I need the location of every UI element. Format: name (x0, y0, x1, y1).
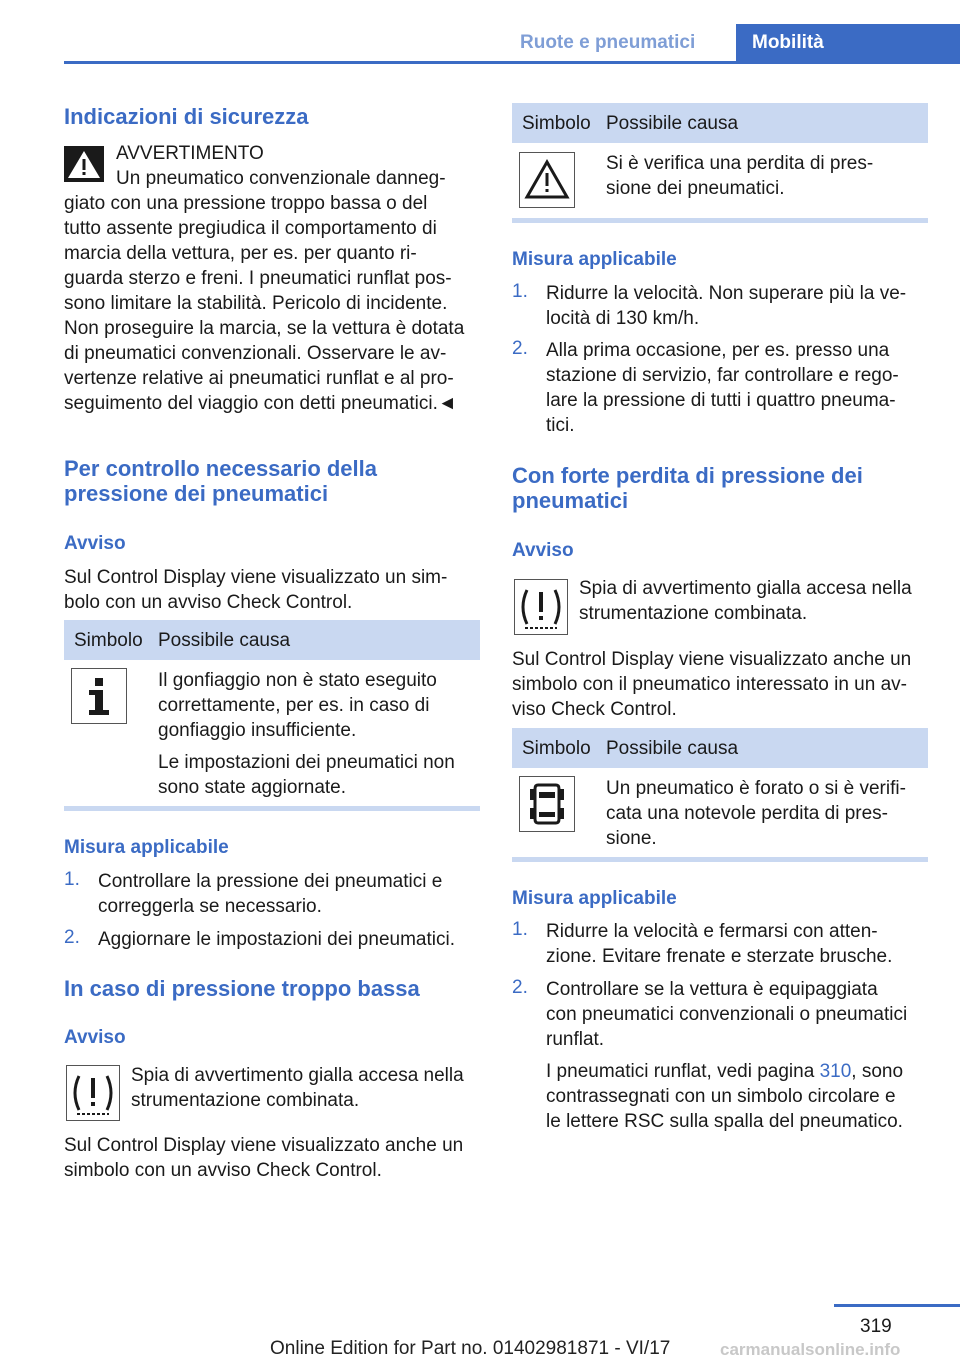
col-cause: Possibile causa (606, 738, 739, 759)
list-line: Controllare se la vettura è equipaggiata (546, 979, 878, 1000)
runflat-pre: I pneumatici runflat, vedi pagina (546, 1061, 820, 1082)
col-symbol: Simbolo (522, 738, 591, 759)
warning-line: marcia della vettura, per es. per quanto ri- (64, 243, 417, 264)
check-title-line2: pressione dei pneumatici (64, 481, 329, 506)
table-rule (512, 857, 928, 862)
warning-line: Non proseguire la marcia, se la vettura è dotata (64, 318, 465, 339)
page-link[interactable]: 310 (819, 1061, 852, 1082)
list-line: correggerla se necessario. (98, 896, 322, 917)
cause-line: Il gonfiaggio non è stato eseguito (158, 670, 437, 691)
display-line: simbolo con il pneumatico interessato in un av- (512, 674, 907, 695)
check-title-line1: Per controllo necessario della (64, 456, 378, 481)
cause-line: cata una notevole perdita di pres- (606, 803, 889, 824)
list-line: locità di 130 km/h. (546, 308, 700, 329)
list-number: 1. (512, 281, 528, 302)
runflat-post: , sono (851, 1061, 904, 1082)
lamp-text-line1: Spia di avvertimento gialla accesa nella (131, 1065, 464, 1086)
display-line: viso Check Control. (512, 699, 677, 720)
list-line: zione. Evitare frenate e sterzate brusche. (546, 946, 893, 967)
list-line: tici. (546, 415, 575, 436)
list-line: Aggiornare le impostazioni dei pneumatici. (98, 929, 455, 950)
list-item (546, 977, 907, 1052)
runflat-line: contrassegnati con un simbolo circolare e (546, 1086, 896, 1107)
col-cause: Possibile causa (606, 113, 739, 134)
cause-line: Un pneumatico è forato o si è verifi- (606, 778, 906, 799)
edition-text: Online Edition for Part no. 01402981871 - VI/17 (270, 1338, 671, 1359)
page-number: 319 (860, 1316, 892, 1337)
avviso-heading: Avviso (64, 1027, 126, 1048)
cause-line: Le impostazioni dei pneumatici non (158, 752, 455, 773)
lamp-text-line2: strumentazione combinata. (131, 1090, 360, 1111)
tire-pressure-warning-icon (66, 1065, 120, 1121)
warning-line: vertenze relative ai pneumatici runflat e al pro- (64, 368, 454, 389)
display-text (512, 647, 932, 722)
car-flat-tire-icon (519, 776, 575, 832)
list-line: Controllare la pressione dei pneumatici e (98, 871, 443, 892)
measure-title: Misura applicabile (512, 249, 677, 270)
lamp-text-line2: strumentazione combinata. (579, 603, 808, 624)
list-number: 2. (64, 927, 80, 948)
table-cause-text-2 (158, 750, 455, 800)
list-number: 1. (512, 919, 528, 940)
list-line: lare la pressione di tutti i quattro pneuma- (546, 390, 896, 411)
display-line: Sul Control Display viene visualizzato anche un (512, 649, 912, 670)
measure-title: Misura applicabile (64, 837, 229, 858)
warning-label: AVVERTIMENTO (116, 143, 264, 164)
header-section: Ruote e pneumatici (520, 32, 696, 53)
list-line: runflat. (546, 1029, 605, 1050)
warning-line: tutto assente pregiudica il comportamento di (64, 218, 437, 239)
list-line: Ridurre la velocità e fermarsi con atten- (546, 921, 878, 942)
header-chapter: Mobilità (736, 24, 960, 62)
list-line: con pneumatici convenzionali o pneumatici (546, 1004, 908, 1025)
display-text-line1: Sul Control Display viene visualizzato anche un (64, 1135, 464, 1156)
cause-line: correttamente, per es. in caso di (158, 695, 430, 716)
runflat-line: le lettere RSC sulla spalla del pneumatico. (546, 1111, 903, 1132)
list-item (546, 281, 906, 331)
warning-text-first: Un pneumatico convenzionale danneg- (116, 168, 446, 189)
warning-triangle-icon (64, 146, 104, 182)
list-line: Alla prima occasione, per es. presso una (546, 340, 890, 361)
lamp-text-line1: Spia di avvertimento gialla accesa nella (579, 578, 912, 599)
avviso-heading: Avviso (64, 533, 126, 554)
list-line: stazione di servizio, far controllare e rego- (546, 365, 899, 386)
table-header (64, 620, 480, 660)
warning-line: di pneumatici convenzionali. Osservare le av- (64, 343, 447, 364)
list-item (546, 338, 899, 438)
table-header (512, 103, 928, 143)
list-item (546, 919, 892, 969)
cause-line: sono state aggiornate. (158, 777, 347, 798)
cause-line: Si è verifica una perdita di pres- (606, 153, 874, 174)
warning-text (64, 191, 484, 416)
col-symbol: Simbolo (74, 630, 143, 651)
table-cause-text (158, 668, 437, 743)
table-cause-text (606, 776, 906, 851)
list-number: 1. (64, 869, 80, 890)
list-item (98, 869, 442, 919)
tire-pressure-warning-icon (514, 579, 568, 635)
list-item (98, 927, 455, 952)
low-pressure-title: In caso di pressione troppo bassa (64, 976, 420, 1001)
warning-triangle-icon (519, 152, 575, 208)
warning-line: guarda sterzo e freni. I pneumatici runflat pos- (64, 268, 452, 289)
list-number: 2. (512, 338, 528, 359)
table-cause-text (606, 151, 873, 201)
col-cause: Possibile causa (158, 630, 291, 651)
warning-line: sono limitare la stabilità. Pericolo di incidente. (64, 293, 448, 314)
list-line: Ridurre la velocità. Non superare più la ve- (546, 283, 907, 304)
footer-rule (834, 1304, 960, 1307)
watermark: carmanualsonline.info (720, 1340, 901, 1359)
display-text-line2: simbolo con un avviso Check Control. (64, 1160, 382, 1181)
avviso-text-line1: Sul Control Display viene visualizzato un sim- (64, 567, 448, 588)
warning-line: seguimento del viaggio con detti pneumatici.◄ (64, 393, 457, 414)
runflat-note (546, 1059, 903, 1134)
cause-line: sione dei pneumatici. (606, 178, 785, 199)
cause-line: sione. (606, 828, 657, 849)
measure-title: Misura applicabile (512, 888, 677, 909)
strong-loss-title-line1: Con forte perdita di pressione dei (512, 463, 863, 488)
avviso-heading: Avviso (512, 540, 574, 561)
info-icon (71, 668, 127, 724)
page-header (0, 24, 960, 64)
col-symbol: Simbolo (522, 113, 591, 134)
table-rule (64, 806, 480, 811)
avviso-text-line2: bolo con un avviso Check Control. (64, 592, 353, 613)
list-number: 2. (512, 977, 528, 998)
warning-line: giato con una pressione troppo bassa o del (64, 193, 428, 214)
runflat-line (546, 1059, 903, 1084)
cause-line: gonfiaggio insufficiente. (158, 720, 357, 741)
strong-loss-title-line2: pneumatici (512, 488, 629, 513)
header-rule (64, 61, 960, 64)
safety-title: Indicazioni di sicurezza (64, 104, 309, 129)
table-header (512, 728, 928, 768)
table-rule (512, 218, 928, 223)
